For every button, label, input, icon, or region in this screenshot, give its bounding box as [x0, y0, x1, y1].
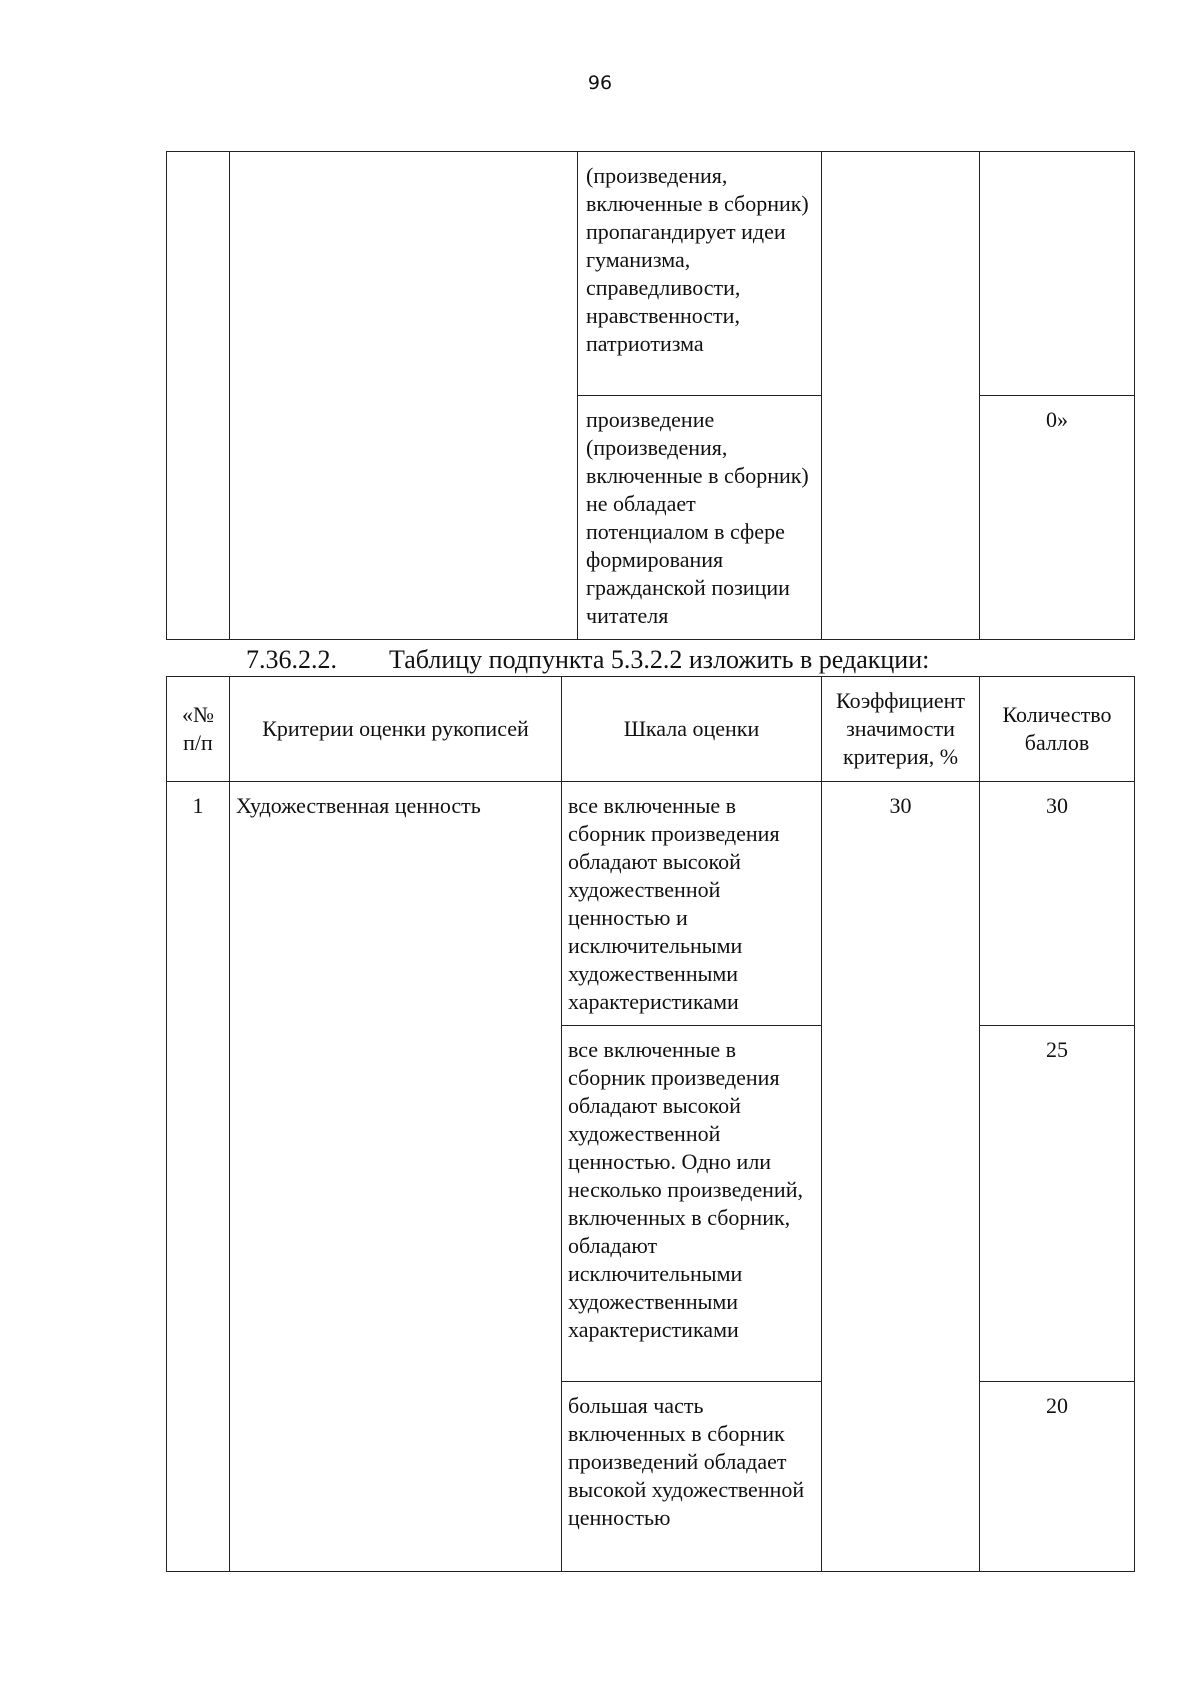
coefficient-value: 30 [822, 782, 980, 1572]
amendment-instruction [166, 644, 1134, 676]
table-row [167, 152, 1135, 396]
scale-cell: (произведения, включенные в сборник) пропагандирует идеи гуманизма, справедливости, нравственности, патриотизма [578, 152, 822, 396]
criterion-name: Художественная ценность [230, 782, 562, 1572]
clause-text: Таблицу подпункта 5.3.2.2 изложить в редакции: [389, 645, 930, 674]
scale-cell: все включенные в сборник произведения обладают высокой художественной ценностью. Одно или несколько произведений, включенных в сборник, обладают исключительными художественными характеристиками [562, 1026, 822, 1382]
table-row [167, 782, 1135, 1026]
number-cell [167, 152, 230, 640]
points-cell: 0» [980, 396, 1135, 640]
row-number: 1 [167, 782, 230, 1572]
scale-cell: все включенные в сборник произведения обладают высокой художественной ценностью и исключительными художественными характеристиками [562, 782, 822, 1026]
coefficient-cell [822, 152, 980, 640]
criteria-table [166, 676, 1135, 1572]
header-points: Количество баллов [980, 677, 1135, 782]
points-cell [980, 152, 1135, 396]
page-number: 96 [587, 72, 613, 94]
clause-number: 7.36.2.2. [246, 645, 337, 674]
scale-cell: произведение (произведения, включенные в сборник) не обладает потенциалом в сфере формирования гражданской позиции читателя [578, 396, 822, 640]
points-cell: 25 [980, 1026, 1135, 1382]
header-coefficient: Коэффициент значимости критерия, % [822, 677, 980, 782]
header-num: «№ п/п [167, 677, 230, 782]
points-cell: 30 [980, 782, 1135, 1026]
header-row [167, 677, 1135, 782]
criterion-cell [230, 152, 578, 640]
continued-table [166, 151, 1135, 640]
header-criteria: Критерии оценки рукописей [230, 677, 562, 782]
scale-cell: большая часть включенных в сборник произведений обладает высокой художественной ценностью [562, 1382, 822, 1572]
header-scale: Шкала оценки [562, 677, 822, 782]
points-cell: 20 [980, 1382, 1135, 1572]
